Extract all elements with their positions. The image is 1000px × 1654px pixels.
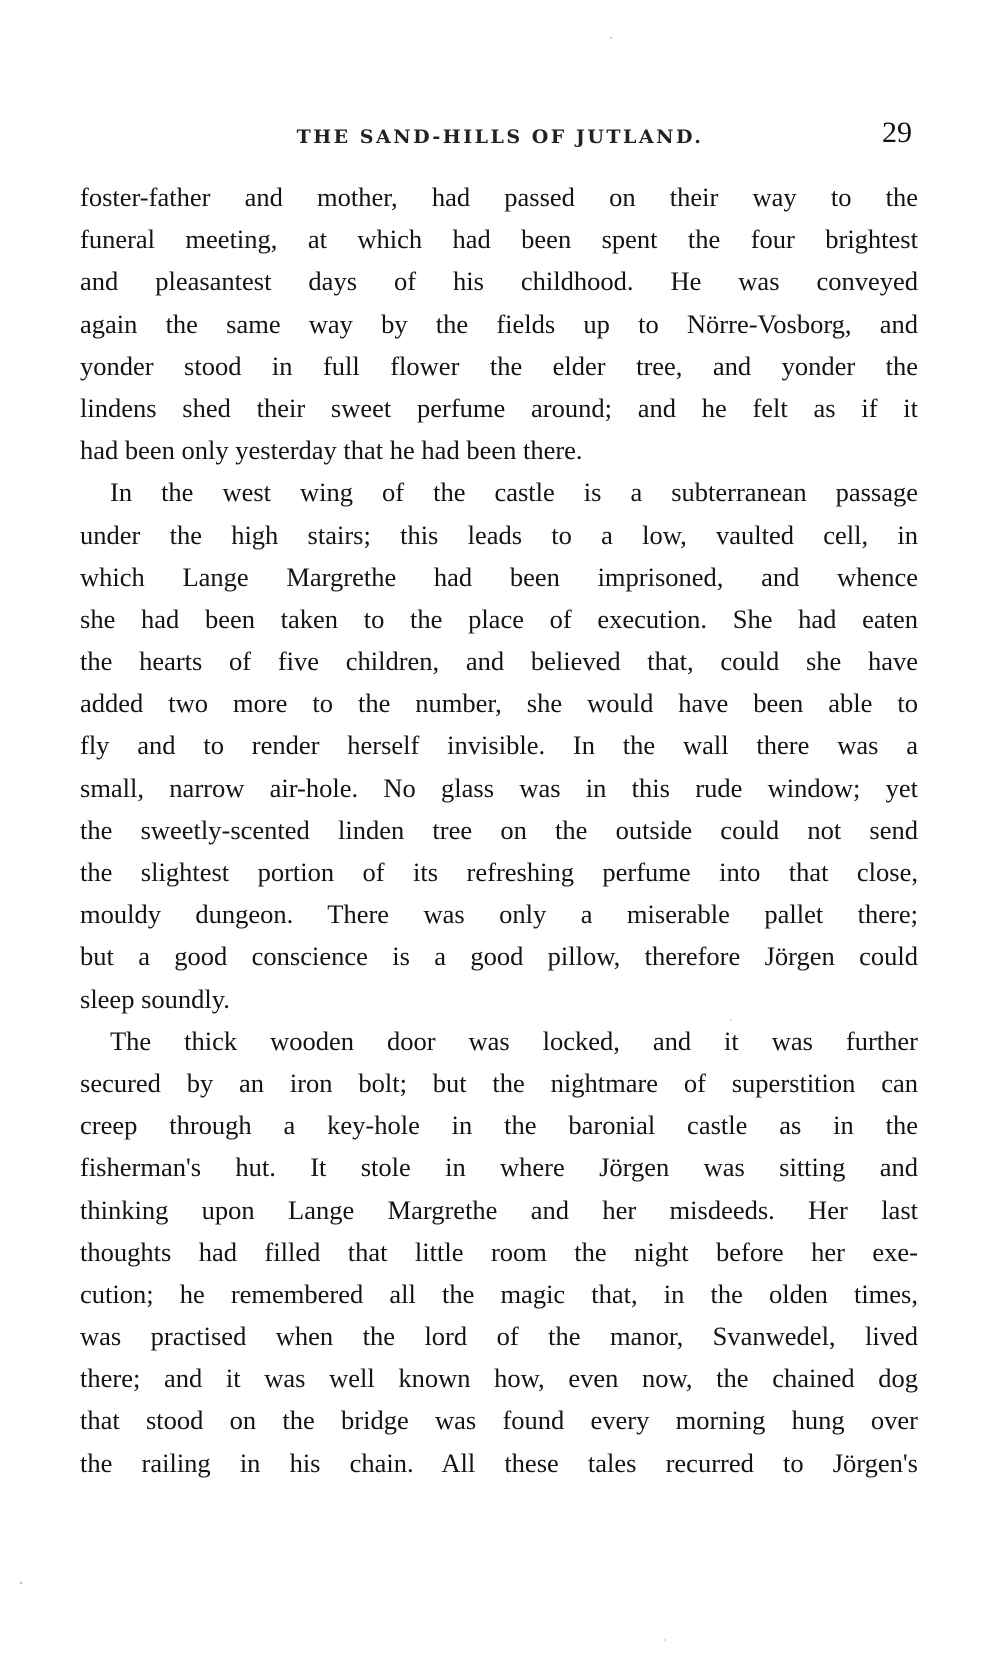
scan-speck bbox=[20, 1582, 22, 1584]
text-line: fly and to render herself invisible. In the wall there was a bbox=[80, 730, 918, 761]
paragraph-2 bbox=[80, 471, 918, 1019]
text-line: the sweetly-scented linden tree on the outside could not send bbox=[80, 814, 918, 845]
text-line: funeral meeting, at which had been spent the four brightest bbox=[80, 224, 918, 255]
text-line: mouldy dungeon. There was only a miserable pallet there; bbox=[80, 899, 918, 930]
scan-speck bbox=[610, 37, 612, 39]
text-line: again the same way by the fields up to Nörre-Vosborg, and bbox=[80, 308, 918, 339]
text-line: sleep soundly. bbox=[80, 983, 230, 1014]
text-line: the hearts of five children, and believed that, could she have bbox=[80, 646, 918, 677]
paragraph-1 bbox=[80, 176, 918, 471]
running-head: THE SAND-HILLS OF JUTLAND. bbox=[296, 126, 704, 148]
text-line: the slightest portion of its refreshing perfume into that close, bbox=[80, 857, 918, 887]
text-line: foster-father and mother, had passed on their way to the bbox=[80, 182, 918, 212]
text-line: she had been taken to the place of execution. She had eaten bbox=[80, 603, 918, 634]
text-line: and pleasantest days of his childhood. He was conveyed bbox=[80, 266, 918, 297]
text-line: small, narrow air-hole. No glass was in this rude window; yet bbox=[80, 772, 918, 803]
paragraph-3 bbox=[80, 1020, 918, 1484]
text-line: creep through a key-hole in the baronial castle as in the bbox=[80, 1110, 918, 1141]
text-line: had been only yesterday that he had been there. bbox=[80, 435, 583, 466]
text-line: In the west wing of the castle is a subterranean passage bbox=[110, 477, 918, 508]
text-line: yonder stood in full flower the elder tree, and yonder the bbox=[80, 350, 918, 381]
text-line: there; and it was well known how, even now, the chained dog bbox=[80, 1363, 918, 1394]
body-text bbox=[80, 176, 918, 1484]
text-line: lindens shed their sweet perfume around; and he felt as if it bbox=[80, 392, 918, 423]
text-line: the railing in his chain. All these tales recurred to Jörgen's bbox=[80, 1447, 918, 1478]
text-line: under the high stairs; this leads to a low, vaulted cell, in bbox=[80, 519, 918, 550]
text-line: thoughts had filled that little room the night before her exe- bbox=[80, 1236, 918, 1267]
text-line: cution; he remembered all the magic that, in the olden times, bbox=[80, 1278, 918, 1309]
text-line: fisherman's hut. It stole in where Jörgen was sitting and bbox=[80, 1152, 918, 1183]
text-line: thinking upon Lange Margrethe and her misdeeds. Her last bbox=[80, 1194, 918, 1225]
text-line: which Lange Margrethe had been imprisoned, and whence bbox=[80, 561, 918, 592]
text-line: that stood on the bridge was found every morning hung over bbox=[80, 1405, 918, 1436]
text-line: The thick wooden door was locked, and it was further bbox=[110, 1025, 918, 1056]
text-line: was practised when the lord of the manor, Svanwedel, lived bbox=[80, 1321, 918, 1352]
page-header bbox=[80, 116, 920, 152]
text-line: secured by an iron bolt; but the nightmare of superstition can bbox=[80, 1067, 918, 1098]
page-number: 29 bbox=[882, 116, 912, 149]
scan-speck bbox=[664, 1639, 666, 1641]
text-line: added two more to the number, she would have been able to bbox=[80, 688, 918, 719]
text-line: but a good conscience is a good pillow, therefore Jörgen could bbox=[80, 941, 918, 972]
